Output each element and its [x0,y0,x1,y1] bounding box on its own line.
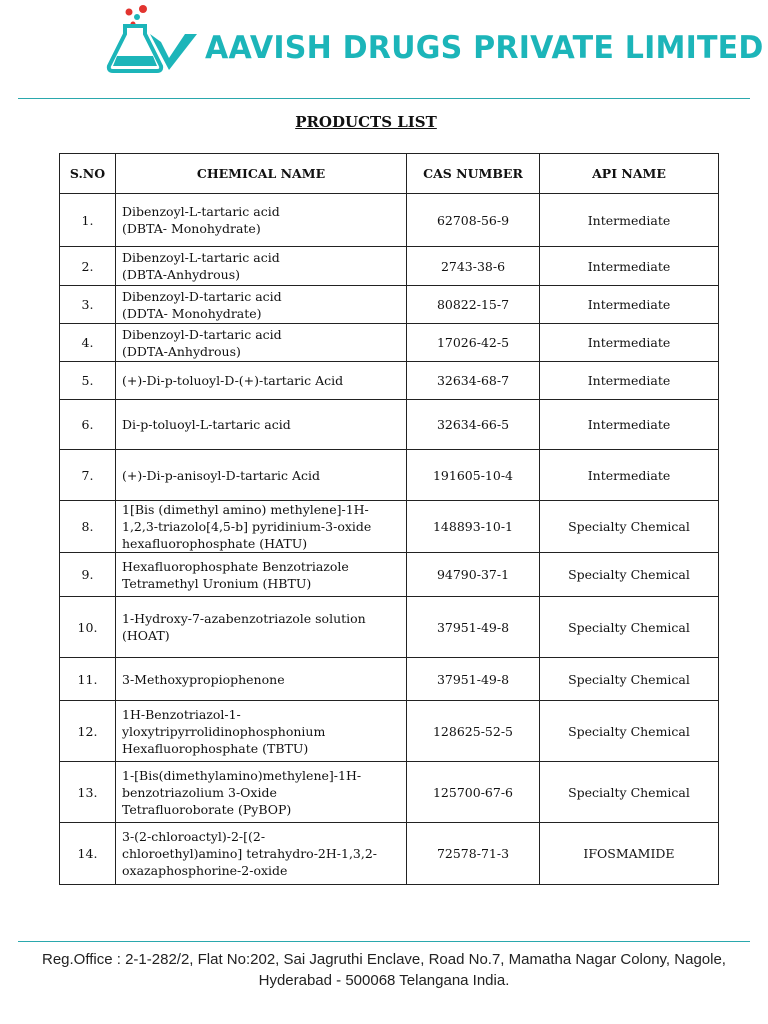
flask-logo-icon [105,4,200,74]
table-row [60,823,719,885]
footer-line-1: Reg.Office : 2-1-282/2, Flat No:202, Sai Jagruthi Enclave, Road No.7, Mamatha Nagar Colony, Nagole, [42,951,726,968]
header-sno: S.NO [60,154,116,194]
row-chemical-name [116,553,407,597]
row-api-name: Intermediate [540,450,719,501]
table-row [60,701,719,762]
row-cas-number: 17026-42-5 [407,324,540,362]
row-cas-number: 72578-71-3 [407,823,540,885]
row-api-name: IFOSMAMIDE [540,823,719,885]
chemical-name-line: Dibenzoyl-D-tartaric acid [122,288,282,304]
row-cas-number: 37951-49-8 [407,658,540,701]
chemical-name-line: (DBTA-Anhydrous) [122,267,241,282]
chemical-name-line: oxazaphosphorine-2-oxide [122,863,288,878]
chemical-name-line: (+)-Di-p-anisoyl-D-tartaric Acid [122,467,321,483]
table-row [60,286,719,324]
row-sno: 10. [60,597,116,658]
row-chemical-name [116,400,407,450]
row-sno: 4. [60,324,116,362]
row-chemical-name [116,501,407,553]
row-api-name: Intermediate [540,324,719,362]
chemical-name-line: (+)-Di-p-toluoyl-D-(+)-tartaric Acid [122,373,344,388]
table-row [60,762,719,823]
row-sno: 12. [60,701,116,762]
row-chemical-name [116,823,407,885]
chemical-name-line: benzotriazolium 3-Oxide [122,784,277,800]
row-cas-number: 32634-66-5 [407,400,540,450]
row-chemical-name [116,194,407,247]
chemical-name-line: (DDTA- Monohydrate) [122,305,262,321]
header-chemical-name: CHEMICAL NAME [116,154,407,194]
chemical-name-line: Dibenzoyl-L-tartaric acid [122,204,280,219]
chemical-name-line: Dibenzoyl-L-tartaric acid [122,250,280,265]
table-row [60,553,719,597]
chemical-name-line: Hexafluorophosphate (TBTU) [122,740,309,756]
products-table [59,153,719,885]
table-row [60,194,719,247]
row-api-name: Intermediate [540,400,719,450]
chemical-name-line: chloroethyl)amino] tetrahydro-2H-1,3,2- [122,846,378,861]
row-cas-number: 32634-68-7 [407,362,540,400]
row-sno: 6. [60,400,116,450]
chemical-name-line: 1H-Benzotriazol-1- [122,706,241,722]
table-row [60,597,719,658]
row-api-name: Intermediate [540,362,719,400]
chemical-name-line: Di-p-toluoyl-L-tartaric acid [122,417,291,432]
table-row [60,450,719,501]
chemical-name-line: 1,2,3-triazolo[4,5-b] pyridinium-3-oxide [122,519,372,534]
chemical-name-line: 3-Methoxypropiophenone [122,671,285,687]
chemical-name-line: Dibenzoyl-D-tartaric acid [122,326,282,342]
table-row [60,247,719,286]
row-cas-number: 62708-56-9 [407,194,540,247]
row-cas-number: 125700-67-6 [407,762,540,823]
chemical-name-line: (HOAT) [122,628,170,643]
row-chemical-name [116,247,407,286]
row-cas-number: 94790-37-1 [407,553,540,597]
company-name: AAVISH DRUGS PRIVATE LIMITED [205,30,764,66]
chemical-name-line: 1-Hydroxy-7-azabenzotriazole solution [122,611,366,626]
chemical-name-line: yloxytripyrrolidinophosphonium [122,723,326,739]
chemical-name-line: Tetramethyl Uronium (HBTU) [122,575,312,591]
row-chemical-name [116,597,407,658]
row-cas-number: 128625-52-5 [407,701,540,762]
chemical-name-line: Tetrafluoroborate (PyBOP) [122,801,292,817]
footer-divider [18,941,750,942]
row-api-name: Intermediate [540,286,719,324]
row-sno: 5. [60,362,116,400]
table-header-row [60,154,719,194]
header-cas-number: CAS NUMBER [407,154,540,194]
letterhead [0,0,768,100]
chemical-name-line: Hexafluorophosphate Benzotriazole [122,558,349,574]
row-chemical-name [116,701,407,762]
table-row [60,324,719,362]
row-api-name: Specialty Chemical [540,597,719,658]
row-chemical-name [116,324,407,362]
table-row [60,501,719,553]
chemical-name-line: 1-[Bis(dimethylamino)methylene]-1H- [122,767,362,783]
row-sno: 3. [60,286,116,324]
chemical-name-line: hexafluorophosphate (HATU) [122,536,308,551]
row-api-name: Specialty Chemical [540,501,719,553]
row-sno: 2. [60,247,116,286]
page-title: PRODUCTS LIST [295,113,437,131]
row-sno: 7. [60,450,116,501]
table-row [60,362,719,400]
row-cas-number: 80822-15-7 [407,286,540,324]
row-sno: 1. [60,194,116,247]
chemical-name-line: (DDTA-Anhydrous) [122,343,241,359]
row-chemical-name [116,450,407,501]
footer-address [0,949,768,991]
chemical-name-line: 3-(2-chloroactyl)-2-[(2- [122,829,266,844]
row-cas-number: 37951-49-8 [407,597,540,658]
row-api-name: Intermediate [540,194,719,247]
row-api-name: Specialty Chemical [540,762,719,823]
chemical-name-line: 1[Bis (dimethyl amino) methylene]-1H- [122,502,369,517]
row-api-name: Specialty Chemical [540,553,719,597]
row-api-name: Specialty Chemical [540,701,719,762]
row-sno: 8. [60,501,116,553]
header-api-name: API NAME [540,154,719,194]
row-chemical-name [116,362,407,400]
row-cas-number: 191605-10-4 [407,450,540,501]
row-cas-number: 148893-10-1 [407,501,540,553]
chemical-name-line: (DBTA- Monohydrate) [122,221,261,236]
header-divider [18,98,750,99]
row-cas-number: 2743-38-6 [407,247,540,286]
row-chemical-name [116,658,407,701]
row-chemical-name [116,286,407,324]
row-api-name: Specialty Chemical [540,658,719,701]
row-sno: 11. [60,658,116,701]
table-row [60,400,719,450]
footer-line-2: Hyderabad - 500068 Telangana India. [258,972,510,989]
row-sno: 9. [60,553,116,597]
table-row [60,658,719,701]
row-sno: 13. [60,762,116,823]
row-chemical-name [116,762,407,823]
row-api-name: Intermediate [540,247,719,286]
row-sno: 14. [60,823,116,885]
